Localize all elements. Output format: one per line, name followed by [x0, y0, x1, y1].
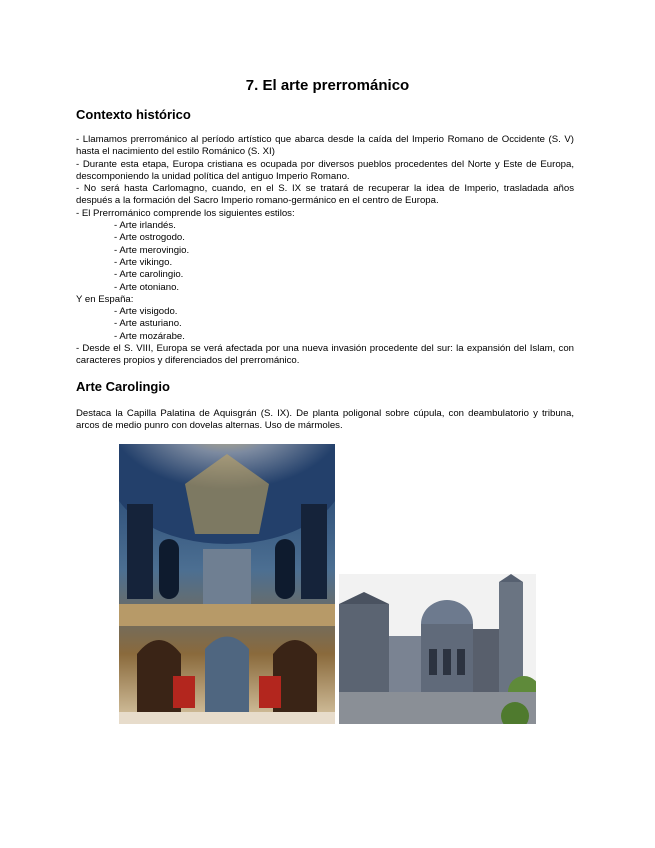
paragraph: - Desde el S. VIII, Europa se verá afectada por una nueva invasión procedente del sur: la expansión del Islam, con caracteres propios y diferenciados del prerrománico.: [76, 343, 574, 367]
chapel-interior-photo: [119, 444, 335, 724]
paragraph: Destaca la Capilla Palatina de Aquisgrán (S. IX). De planta poligonal sobre cúpula, con deambulatorio y tribuna, arcos de medio punro con dovelas alternas. Uso de mármoles.: [76, 408, 574, 432]
list-item: - Arte irlandés.: [114, 220, 176, 232]
paragraph: Y en España:: [76, 293, 134, 305]
page-title: 7. El arte prerrománico: [245, 77, 410, 94]
section-heading-context: Contexto histórico: [76, 107, 191, 122]
list-item: - Arte vikingo.: [114, 256, 173, 268]
list-item: - Arte ostrogodo.: [114, 232, 185, 244]
list-item: - Arte merovingio.: [114, 244, 190, 256]
paragraph: - El Prerrománico comprende los siguientes estilos:: [76, 207, 295, 219]
list-item: - Arte carolingio.: [114, 269, 184, 281]
paragraph: - Durante esta etapa, Europa cristiana es ocupada por diversos pueblos procedentes del Norte y Este de Europa, descomponiendo la unidad política del antiguo Imperio Romano.: [76, 158, 574, 182]
list-item: - Arte asturiano.: [114, 318, 182, 330]
paragraph: - No será hasta Carlomagno, cuando, en el S. IX se tratará de recuperar la idea de Imperio, trasladada años después a la formación del Sacro Imperio romano-germánico en el centro de Europa.: [76, 183, 574, 207]
paragraph: - Llamamos prerrománico al período artístico que abarca desde la caída del Imperio Romano de Occidente (S. V) hasta el nacimiento del estilo Románico (S. XI): [76, 134, 574, 158]
list-item: - Arte otoniano.: [114, 281, 180, 293]
list-item: - Arte mozárabe.: [114, 330, 185, 342]
carolingian-text: [76, 408, 574, 433]
context-text: [76, 134, 574, 368]
list-item: - Arte visigodo.: [114, 306, 178, 318]
cathedral-exterior-photo: [339, 574, 536, 724]
section-heading-carolingian: Arte Carolingio: [76, 379, 170, 394]
